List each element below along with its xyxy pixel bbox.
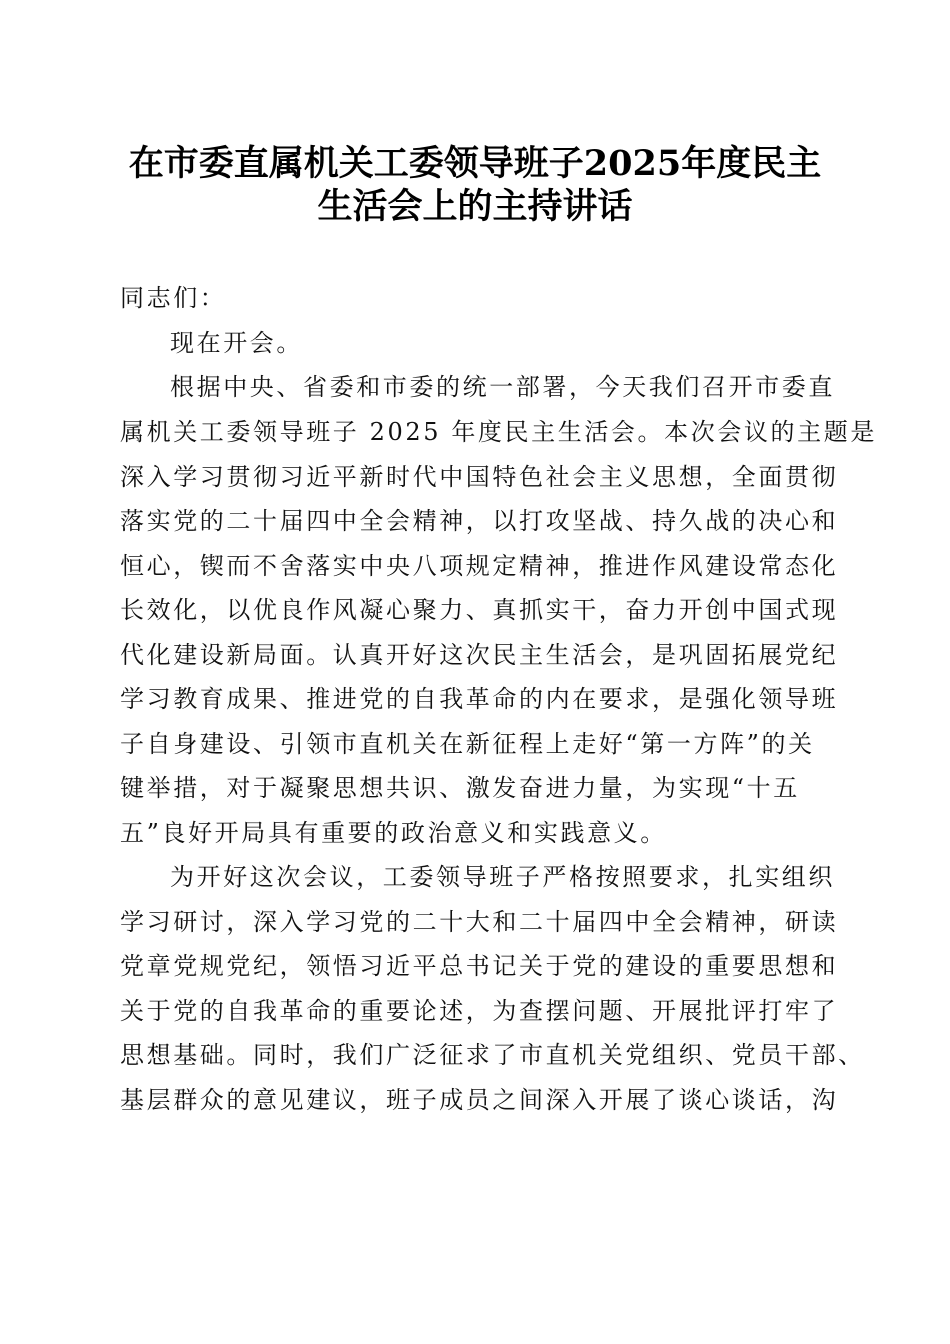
body-line: 代化建设新局面。认真开好这次民主生活会，是巩固拓展党纪 (120, 641, 839, 669)
body-line: 现在开会。 (170, 329, 303, 357)
body-line: 子自身建设、引领市直机关在新征程上走好“第一方阵”的关 (120, 730, 815, 758)
body-line: 基层群众的意见建议，班子成员之间深入开展了谈心谈话，沟 (120, 1086, 839, 1114)
body-line: 思想基础。同时，我们广泛征求了市直机关党组织、党员干部、 (120, 1041, 865, 1069)
title-line-2: 生活会上的主持讲话 (317, 186, 633, 227)
body-line: 落实党的二十届四中全会精神，以打攻坚战、持久战的决心和 (120, 507, 839, 535)
salutation: 同志们： (120, 284, 227, 312)
body-line: 为开好这次会议，工委领导班子严格按照要求，扎实组织 (170, 863, 835, 891)
body-line: 党章党规党纪，领悟习近平总书记关于党的建设的重要思想和 (120, 952, 839, 980)
body-line: 属机关工委领导班子 2025 年度民主生活会。本次会议的主题是 (120, 418, 877, 446)
title-line-1: 在市委直属机关工委领导班子2025年度民主 (128, 143, 822, 184)
body-line: 恒心，锲而不舍落实中央八项规定精神，推进作风建设常态化 (120, 552, 839, 580)
body-line: 长效化，以优良作风凝心聚力、真抓实干，奋力开创中国式现 (120, 596, 839, 624)
body-line: 学习教育成果、推进党的自我革命的内在要求，是强化领导班 (120, 685, 839, 713)
body-line: 学习研讨，深入学习党的二十大和二十届四中全会精神，研读 (120, 908, 839, 936)
body-line: 键举措，对于凝聚思想共识、激发奋进力量，为实现“十五 (120, 774, 800, 802)
body-line: 根据中央、省委和市委的统一部署，今天我们召开市委直 (170, 373, 835, 401)
body-line: 五”良好开局具有重要的政治意义和实践意义。 (120, 819, 667, 847)
body-line: 深入学习贯彻习近平新时代中国特色社会主义思想，全面贯彻 (120, 463, 839, 491)
body-line: 关于党的自我革命的重要论述，为查摆问题、开展批评打牢了 (120, 997, 839, 1025)
